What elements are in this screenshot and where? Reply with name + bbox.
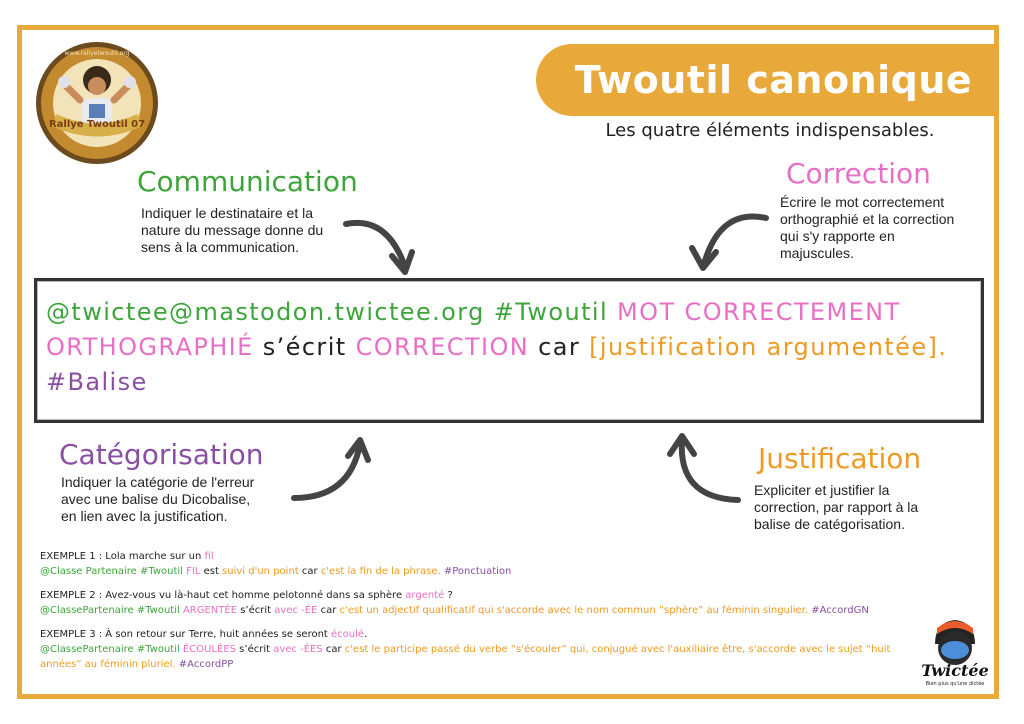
rallye-badge-logo — [34, 40, 160, 166]
correction-desc-line: orthographié et la correction — [780, 211, 955, 227]
example-1 — [40, 549, 920, 579]
example-segment: @ClassePartenaire #Twoutil — [40, 605, 183, 616]
example-segment: avec -ÉES — [273, 644, 323, 655]
correction-desc-line: qui s'y rapporte en — [780, 228, 895, 244]
justification-desc-line: Expliciter et justifier la — [754, 482, 890, 498]
communication-desc-line: nature du message donne du — [141, 222, 324, 238]
justification-heading: Justification — [758, 442, 922, 475]
justification-desc-line: balise de catégorisation. — [754, 516, 905, 532]
justification-desc-line: correction, par rapport à la — [754, 499, 919, 515]
example-error-word: argenté — [405, 590, 445, 601]
arrow-justification-icon — [664, 428, 744, 508]
example-title — [40, 549, 920, 564]
example-line — [40, 603, 920, 618]
communication-desc-line: sens à la communication. — [141, 239, 299, 255]
correction-desc-line: majuscules. — [780, 245, 854, 261]
example-title-text: EXEMPLE 3 : À son retour sur Terre, huit années se seront — [40, 629, 332, 640]
example-segment: #Ponctuation — [440, 566, 512, 577]
twictee-logo-tagline: Bien plus qu'une dictée — [925, 681, 985, 687]
twictee-logo-name: Twictée — [921, 661, 989, 680]
badge-top-text: Rallye Twoutil 07 — [48, 119, 146, 130]
title-banner-inner — [548, 50, 999, 110]
justification-description — [754, 482, 918, 533]
twictee-logo — [915, 608, 995, 690]
example-segment: est — [200, 566, 223, 577]
example-error-word: fil — [204, 551, 214, 562]
correction-description — [780, 194, 954, 262]
example-segment: s’écrit — [237, 605, 275, 616]
example-title — [40, 627, 920, 642]
communication-desc-line: Indiquer le destinataire et la — [141, 205, 313, 221]
communication-heading: Communication — [137, 165, 358, 198]
categorisation-description — [61, 474, 254, 525]
arrow-correction-icon — [682, 208, 772, 276]
example-segment: car — [298, 566, 321, 577]
example-segment: c'est le participe passé du verbe “s'écouler” qui, conjugué avec l'auxiliaire être, s'accorde avec le sujet “huit années” au féminin pluriel. — [40, 644, 891, 670]
example-title-end: ? — [444, 590, 453, 601]
example-segment: car — [322, 644, 345, 655]
example-segment: c'est un adjectif qualificatif qui s'accorde avec le nom commun “sphère” au féminin singulier. — [339, 605, 809, 616]
example-title — [40, 588, 920, 603]
categorisation-desc-line: en lien avec la justification. — [61, 508, 228, 524]
template-car: car — [529, 333, 590, 361]
twoutil-template-text — [46, 295, 966, 400]
example-segment: c'est la fin de la phrase. — [320, 566, 441, 577]
badge-ring-text: www.rallyetwoutil.org — [64, 50, 130, 57]
example-title-end: . — [364, 629, 368, 640]
example-title-text: EXEMPLE 2 : Avez-vous vu là-haut cet homme pelotonné dans sa sphère — [40, 590, 406, 601]
example-segment: @Classe Partenaire #Twoutil — [40, 566, 187, 577]
correction-heading: Correction — [786, 157, 931, 190]
example-line — [40, 564, 920, 579]
example-segment: s’écrit — [236, 644, 274, 655]
template-correction: CORRECTION — [355, 333, 530, 361]
example-segment: avec -ÉE — [274, 605, 318, 616]
examples-section — [40, 549, 920, 681]
template-balise: #Balise — [46, 368, 148, 396]
correction-desc-line: Écrire le mot correctement — [780, 194, 945, 210]
example-segment: #AccordGN — [808, 605, 869, 616]
page-subtitle: Les quatre éléments indispensables. — [605, 120, 935, 141]
template-verb: s’écrit — [253, 333, 356, 361]
arrow-categorisation-icon — [288, 432, 374, 506]
example-line — [40, 642, 920, 672]
template-correct-word: MOT CORRECTEMENT ORTHOGRAPHIÉ — [46, 298, 901, 361]
example-segment: FIL — [186, 566, 201, 577]
example-segment: ÉCOULÉES — [182, 644, 236, 655]
template-justification: [justification argumentée]. — [589, 333, 948, 361]
example-segment: ARGENTÉE — [182, 605, 238, 616]
template-communication: @twictee@mastodon.twictee.org #Twoutil — [46, 298, 618, 326]
example-error-word: écoulé — [331, 629, 365, 640]
example-segment: @ClassePartenaire #Twoutil — [40, 644, 183, 655]
example-2 — [40, 588, 920, 618]
example-segment: car — [317, 605, 340, 616]
categorisation-desc-line: avec une balise du Dicobalise, — [61, 491, 251, 507]
example-segment: suivi d'un point — [222, 566, 299, 577]
example-title-text: EXEMPLE 1 : Lola marche sur un — [40, 551, 205, 562]
example-3 — [40, 627, 920, 672]
categorisation-heading: Catégorisation — [59, 438, 264, 471]
communication-description — [141, 205, 323, 256]
categorisation-desc-line: Indiquer la catégorie de l'erreur — [61, 474, 255, 490]
arrow-communication-icon — [340, 212, 420, 278]
example-segment: #AccordPP — [175, 659, 234, 670]
page-title: Twoutil canonique — [574, 58, 973, 102]
